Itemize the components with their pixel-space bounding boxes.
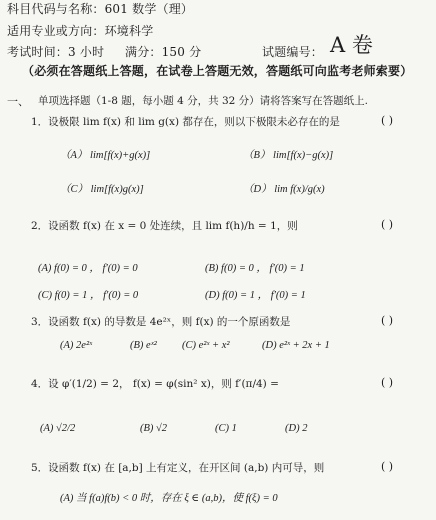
section-title: 单项选择题（1-8 题，每小题 4 分，共 32 分）请将答案写在答题纸上. <box>38 95 368 107</box>
q4-option-a: (A) √2/2 <box>40 423 76 434</box>
q5-option-a: (A) 当 f(a)f(b) < 0 时，存在 ξ ∈ (a,b)，使 f(ξ) = 0 <box>60 493 278 504</box>
q2-option-a: (A) f(0) = 0 ， f′(0) = 0 <box>38 263 138 274</box>
question-1-blank: ( ) <box>381 114 394 127</box>
question-2-blank: ( ) <box>381 218 394 231</box>
q1-option-a: （A） lim[f(x)+g(x)] <box>60 150 151 161</box>
question-1-stem <box>31 114 340 129</box>
q4-option-d: (D) 2 <box>285 423 308 434</box>
q2-option-d: (D) f(0) = 1 ， f′(0) = 1 <box>205 290 306 301</box>
q3-option-d: (D) e²ˣ + 2x + 1 <box>262 340 330 351</box>
paper-code-value: A 卷 <box>330 33 373 57</box>
major-line: 适用专业或方向：环境科学 <box>7 24 154 38</box>
q4-option-c: (C) 1 <box>215 423 237 434</box>
subject-line: 科目代码与名称：601 数学（理） <box>7 2 194 16</box>
q1-option-c: （C） lim[f(x)g(x)] <box>60 184 144 195</box>
answer-notice: （必须在答题纸上答题，在试卷上答题无效，答题纸可向监考老师索要） <box>22 64 413 78</box>
q3-option-b: (B) eˣ² <box>130 340 157 351</box>
exam-time: 考试时间：3 小时 <box>7 45 105 59</box>
question-4-blank: ( ) <box>381 376 394 389</box>
question-4-stem: 4．设 φ′(1/2) = 2， f(x) = φ(sin² x)，则 f′(π/4) = <box>31 378 279 390</box>
q1-option-d: （D） lim f(x)/g(x) <box>243 184 325 195</box>
full-score: 满分：150 分 <box>125 45 202 59</box>
q1-option-b: （B） lim[f(x)−g(x)] <box>243 150 334 161</box>
question-5-stem: 5．设函数 f(x) 在 [a,b] 上有定义，在开区间 (a,b) 内可导，则 <box>31 462 325 474</box>
section-number: 一、 <box>7 95 29 108</box>
q3-option-c: (C) e²ˣ + x² <box>182 340 230 351</box>
question-1-text: 1．设极限 lim f(x) 和 lim g(x) 都存在，则以下极限未必存在的是 <box>31 116 340 128</box>
question-3-stem: 3．设函数 f(x) 的导数是 4e²ˣ，则 f(x) 的一个原函数是 <box>31 316 291 328</box>
q4-option-b: (B) √2 <box>140 423 168 434</box>
q3-option-a: (A) 2e²ˣ <box>60 340 93 351</box>
question-2-stem: 2．设函数 f(x) 在 x = 0 处连续，且 lim f(h)/h = 1，则 <box>31 220 298 232</box>
paper-code-label: 试题编号： <box>262 45 324 59</box>
question-5-blank: ( ) <box>381 460 394 473</box>
question-3-blank: ( ) <box>381 314 394 327</box>
q2-option-c: (C) f(0) = 1 ， f′(0) = 0 <box>38 290 139 301</box>
q2-option-b: (B) f(0) = 0 ， f′(0) = 1 <box>205 263 305 274</box>
